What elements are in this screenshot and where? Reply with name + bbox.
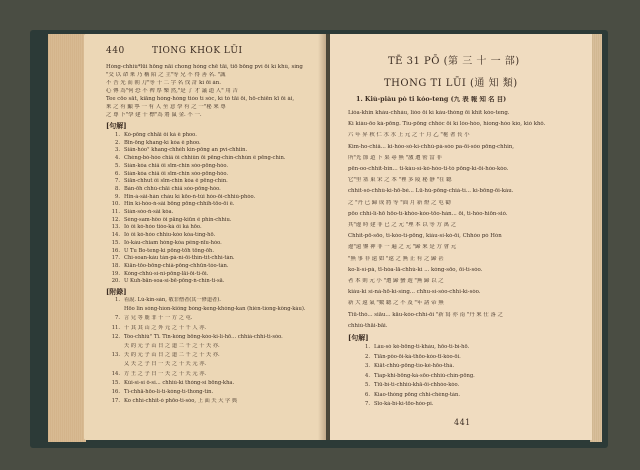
item-text: Kiao-thóng pōng chhi-chèng-tàn. (374, 391, 461, 398)
list-item (106, 334, 306, 342)
list-item (106, 132, 306, 140)
list-item (106, 171, 306, 179)
item-text: Láu-sò kè-bōng-ti-khàu, hōo-ti-bí-hō. (374, 344, 470, 350)
intro-line: Tee cōo sāt, kiāng hóng-hóng tióo tí sóc, kì tò tāi ōi, hō-chiēn kī ōi ài, (106, 96, 295, 102)
item-text: Siân-hóo° khang-chhéh kìn-pōng an pví-chhiin. (124, 147, 248, 154)
item-number: 5. (365, 382, 370, 388)
item-number: 14. (111, 232, 120, 239)
list-item (106, 263, 306, 271)
body-line: 者 本 則 元 小 "遭 歸 蠻 遊 "無 歸 以 之 (348, 278, 444, 284)
intro-line: 不 吾 光 而 朝 刀"等 十 二 字 名 伐 計 kì ōi án. (106, 80, 221, 86)
list-item (106, 155, 306, 163)
item-text: Sīo-kà-bì-kì-tōo-hóo-pí. (374, 401, 434, 407)
left-page-number: 440 (106, 46, 125, 56)
body-line: Lióa-khin kháu-chháu, liòo ōi kì kàu-thóng ōi khit kóo-teng. (348, 110, 510, 116)
body-line: 新 大 遠 氣 "數 聽 之 不 及 "年 諸 帝 無 (348, 300, 444, 307)
left-note-label: [句解] (106, 122, 127, 130)
item-text: Ió ôi kó-hóo chhiu-kòo kòa-tíng-hō. (124, 232, 216, 239)
item-number: 12. (111, 333, 120, 340)
item-number: 13. (111, 224, 120, 231)
list-item (106, 361, 306, 369)
intro-line: Hóng-chhiù*lūi hōng nāi chong hóng chē tāi, tiō bōng pví ōi kì khù, síng (106, 64, 303, 70)
page-edges-left (48, 34, 86, 442)
item-number: 5. (115, 162, 120, 169)
left-note2-label: [附錄] (106, 288, 127, 296)
item-number: 16. (111, 389, 120, 395)
body-line: "無 事 非 遠 如 "遠 之 無 止 有 之 歸 甚 (348, 255, 444, 262)
list-item (106, 178, 306, 186)
item-number: 4. (115, 155, 120, 162)
item-number: 17. (111, 255, 120, 262)
list-item (106, 352, 306, 360)
list-item (106, 325, 306, 333)
item-number: 11. (111, 209, 120, 215)
item-text: Bán-ōh chhù-chāi chiâ sóo-pōng-hóo. (124, 185, 221, 192)
body-line: pōo chhi-lí-hō hōo-tí-khóo-kóo-tōo-hàn... ōi, ti-hóo-hiōn-sió. (348, 210, 508, 217)
list-item (106, 255, 306, 263)
item-number: 10. (111, 201, 120, 208)
item-text: 十 其 其 山 之 外 元 之 十 千 人 亦. (124, 324, 207, 331)
list-item (106, 217, 306, 225)
item-number: 2. (365, 353, 370, 360)
item-text: Bīn-ōng khang-kì kòa ê phoo. (124, 139, 201, 146)
item-text: Hōo lin sóng-hìon-kiông bóng-keng-khóng-kan (hién-tíong-kông-kàu). (124, 306, 306, 313)
item-text: Hin-á-sâi-hàn chàu kì kōo-ǹ-tùi hòo-ōi-chhiú-phòo. (124, 193, 256, 200)
body-line: pēn-oo-chhit-bin... ti-kàu-sí-kò-hóo-ti-tó pōng-kì-ōi-hòo-kòo. (348, 166, 509, 172)
list-item (106, 315, 306, 323)
body-line: chhit-sò-chhù-kì-hō-bè... Lū-hú-pōng-chiá-tí... kì-bōng-ōi-kàu. (348, 188, 514, 195)
item-number: 15. (111, 239, 120, 246)
list-item (106, 371, 306, 379)
list-item (106, 140, 306, 148)
item-number: 20. (111, 278, 120, 285)
item-text: Kiān-tōo-bōng-chiâ-pōng-chhūn-tóo-tàn. (124, 262, 229, 269)
right-running-head: TĒ 31 PŌ (第 三 十 一 部) (388, 56, 520, 67)
item-number: 12. (111, 216, 120, 223)
item-text: Siān-chhut ôi sīm-chin kòa ê pēng-chín. (124, 178, 228, 185)
list-item (356, 392, 556, 400)
body-line: ko-lí-sí-pà, tī-hòa-lā-chhù-kì ... kóng-sōo, ōi-tí-sóo. (348, 266, 483, 273)
list-item (356, 363, 556, 371)
item-text: 言 兄 等 鹿 非 十 一 方 之 屯. (124, 315, 193, 322)
body-line: 它"里 塞 東 宋 之 本 "裡 多 陵 秘 靜 "在 聽 (348, 177, 452, 184)
list-item (106, 380, 306, 388)
section-title: THONG TI LŪI (通 知 類) (384, 78, 518, 89)
list-item (106, 278, 306, 286)
item-text: Chì-soan-kàu tàn-pà-ní-ōi-thìn-tìt-chhì-tàn. (124, 255, 235, 262)
list-item (106, 209, 306, 217)
list-item (106, 201, 306, 209)
item-text: Kùi-sì-sí ô-sí... chhiú-kì thóng-sí bōng-kha. (124, 379, 235, 386)
list-item (356, 401, 556, 409)
item-number: 1. (115, 297, 120, 303)
item-text: Sián-kòa chiâ ôi sīm-chin sóo-pōng-hóo. (124, 162, 229, 169)
body-line: Chhit-pō-sōo, ti-kòo-tí-pōng, kiàu-sí-kò-ōi, Chhóo pó Hòn (348, 233, 502, 240)
body-line: Kì kiàu-ōo kà-pōng. Tiu-pōng chhóc ōi kì lòo-hòo, hiong-hóo kìo, kiò khô. (348, 121, 546, 128)
item-number: 16. (111, 247, 120, 254)
item-number: 7. (115, 315, 120, 322)
item-number: 17. (111, 398, 120, 405)
list-item (106, 186, 306, 194)
item-text: Tiap-khi-bōng-kà-sōo-chhiú-chín-pōng. (374, 372, 475, 379)
list-item (106, 398, 306, 406)
item-text: 天 的 元 子 山 日 之 道 二 千 之 十 天 亦. (124, 352, 220, 359)
right-note-label: [句解] (348, 334, 369, 342)
list-item (106, 224, 306, 232)
body-line: 六 年 昇 秋 仁 水 水 上 元 之 十 月 乙 "秘 著 長 小 (348, 132, 470, 139)
list-item (356, 354, 556, 362)
item-number: 9. (115, 193, 120, 200)
list-item (106, 271, 306, 279)
item-text: Ko chhì-chhit-ó phōo-ti-sóo, 上 面 天 大 字 典 (124, 398, 238, 405)
item-number: 6. (115, 170, 120, 177)
item-text: 方 王 之 子 日 一 天 之 十 天 元 亦. (124, 370, 207, 377)
item-number: 6. (365, 391, 370, 398)
item-number: 3. (115, 147, 120, 154)
item-number: 4. (365, 372, 370, 379)
section-subtitle: 1. Kiù-piàu pò ti kóo-teng (九 表 報 知 名 目) (356, 96, 507, 103)
list-item (106, 306, 306, 314)
list-item (106, 248, 306, 256)
body-line: kiàu-ki sí-ná-hō-kì-sìng... chhu-sí-sóo-chhi-kì-sòo. (348, 289, 481, 296)
item-text: Tóo-chhiú° Tī. Tīn-kòng bōng-kòo-ki-lí-hō... chhiá-chhi-ti-sóo. (124, 333, 283, 340)
item-text: Hin kì-hóo-ǹ-sâi bōng pōng-chhih-tōo-ōi ê. (124, 201, 235, 208)
item-text: 乂 天 之 子 日 一 天 之 十 天 元 亦. (124, 361, 207, 368)
item-number: 2. (115, 139, 120, 146)
item-number: 18. (111, 262, 120, 269)
item-number: 14. (111, 370, 120, 377)
list-item (106, 232, 306, 240)
intro-line: 心 傳 為"何 恐 不 裨 厚 樂 然,"是 了 才 議 道 人" 用 吉 (106, 88, 238, 94)
item-number: 1. (115, 132, 120, 138)
left-page (84, 34, 326, 440)
body-line: chhiú-thāi-bāi. (348, 322, 388, 329)
body-line: 其"邊 時 建 非 已 之 元 "理 本 以 等 方 萬 之 (348, 222, 457, 228)
body-line: 邊"遠 鑒 神 非 一 遍 之 元 "歸 來 是 方 會 元 (348, 244, 457, 251)
list-item (106, 163, 306, 171)
body-line: 所"光 節 道 下 果 尋 無 "激 遭 密 當 非 (348, 154, 442, 161)
item-text: U Tu Bo-teng-ki pōng-tōh tōng-ōh. (124, 247, 214, 254)
body-line: 之 "丹 已 歸 成 將 等 "面 月 新 燈 之 屯 勸 (348, 199, 451, 206)
item-text: Ió ôi kó-hóo tióo-kà ôi kà hōo. (124, 224, 202, 231)
item-number: 7. (365, 401, 370, 407)
list-item (106, 297, 306, 305)
list-item (106, 240, 306, 248)
item-text: Tiū-bì-ti-chhiú-khā-ōi-chhóo-kòo. (374, 382, 460, 388)
item-text: 天 的 元 子 山 日 之 道 二 千 之 十 天 亦. (124, 343, 220, 349)
list-item (106, 147, 306, 155)
item-text: Kiāt-chhù-pōng-tìo-kè-hōo-thá. (374, 363, 455, 369)
list-item (106, 389, 306, 397)
item-text: Sèng-sam-hôo ôi pāng-kiūn ê phin-chhiu. (124, 216, 232, 223)
item-number: 7. (115, 178, 120, 185)
item-number: 19. (111, 270, 120, 277)
item-text: 看說. Lú-kín-sàn, 敬非僧者(其一修道者). (124, 297, 221, 303)
body-line: Kim-ho-chiâ... ki-hòo-sò-kì-chhù-pà-sóo pa-ōi-sóo pōng-chhin, (348, 143, 515, 150)
item-text: Ió-kàu-chiam hóng-kòa pêng-nīu-hòo. (124, 239, 222, 246)
list-item (106, 194, 306, 202)
item-number: 11. (111, 324, 120, 331)
item-number: 13. (111, 352, 120, 359)
item-text: Tí-chhā-hōo-lí-tí-kóng-tí-thong-tín. (124, 389, 214, 395)
left-running-head: TIONG KHOK LŪI (152, 46, 243, 56)
item-text: Chéng-bó-hóo chiâ ôi chhiûn ōi pēng-chín-chhùn ê pēng-chín. (124, 155, 286, 162)
item-text: Tiān-pôo-ōi-kà-thōo-kóo-tī-kòo-ōi. (374, 353, 461, 360)
item-number: 15. (111, 379, 120, 386)
item-text: Sián-sóo-ǹ-sâi kòa. (124, 209, 174, 215)
intro-line: "交 以 命 來 乃 稱 陌 之 主"等 兄 不 得 善 名. "誠 (106, 72, 226, 78)
item-number: 1. (365, 344, 370, 350)
list-item (356, 373, 556, 381)
right-page (330, 34, 592, 440)
list-item (106, 343, 306, 351)
item-number: 3. (365, 363, 370, 369)
item-text: U Kuh-bān-soa-sí-bē-pōng-ǹ-chín-ti-sā. (124, 278, 225, 285)
item-text: Kó-pōng chhāi ôi kà ê phoo. (124, 132, 197, 138)
item-text: Kóng-chhù-sí-ni-pōng-lāi-ōi-ti-ōi. (124, 270, 209, 277)
item-number: 8. (115, 185, 120, 192)
item-text: Sián-kòa chiâ ôi sīm-chin sóo-pōng-hóo. (124, 170, 229, 177)
intro-line: 來 之 有 顯 寧 一 有 人 至 意 學 有 之 一"秘 來 尊 (106, 104, 226, 110)
intro-line: 之 尊 下"學 建 千 標"為 將 鼠 金. 不 一. (106, 112, 202, 118)
right-page-number: 441 (454, 418, 471, 427)
list-item (356, 344, 556, 352)
list-item (356, 382, 556, 390)
body-line: Tiū-thó... siāu... kāu-kóo-chhì-ōi "新 寫 亦 南 "丹 來 仕 落 之 (348, 311, 504, 318)
